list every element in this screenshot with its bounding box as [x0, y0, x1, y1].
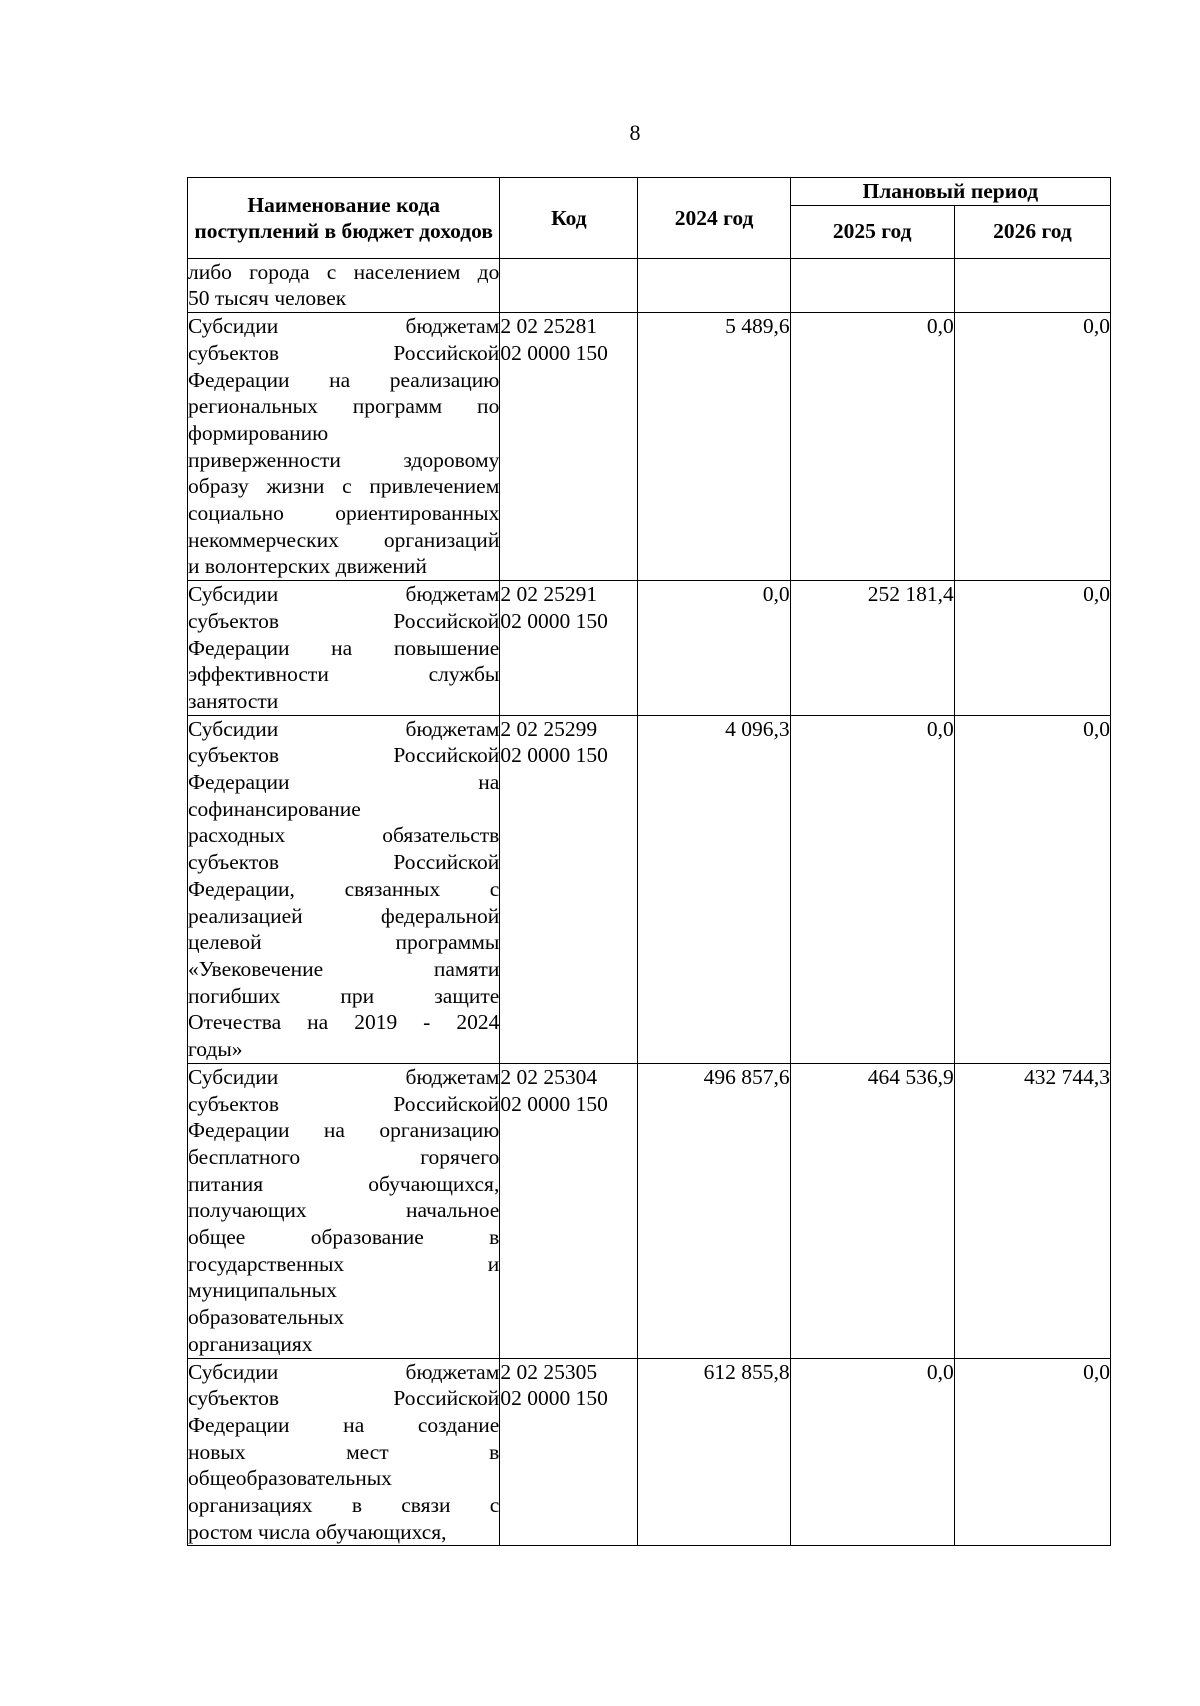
- budget-revenue-table: [187, 177, 1111, 1546]
- revenue-code-line: 2 02 25299: [500, 716, 598, 741]
- amount-2026-cell: 432 744,3: [954, 1063, 1110, 1358]
- revenue-name-line: либо города с населением до: [188, 259, 500, 284]
- revenue-name-cell: [188, 581, 500, 716]
- header-planned-period: Плановый период: [790, 178, 1110, 206]
- revenue-name-line: 50 тысяч человек: [188, 286, 347, 311]
- amount-2024-cell: 4 096,3: [638, 715, 790, 1063]
- table-row: [188, 715, 1111, 1063]
- amount-2026-cell: 0,0: [954, 715, 1110, 1063]
- revenue-name-line: образовательных: [188, 1305, 345, 1330]
- revenue-code-line: 02 0000 150: [500, 608, 608, 633]
- revenue-name-line: субъектов Российской: [188, 743, 500, 768]
- revenue-name-line: софинансирование: [188, 796, 361, 821]
- amount-2025-cell: [790, 258, 954, 312]
- revenue-name-line: субъектов Российской: [188, 1386, 500, 1411]
- revenue-name-line: новых мест в: [188, 1439, 500, 1464]
- revenue-name-line: Субсидии бюджетам: [188, 314, 500, 339]
- revenue-name-line: Субсидии бюджетам: [188, 1359, 500, 1384]
- amount-2024-cell: 612 855,8: [638, 1358, 790, 1546]
- header-code: Код: [500, 178, 638, 259]
- revenue-name-cell: [188, 258, 500, 312]
- revenue-name-line: субъектов Российской: [188, 850, 500, 875]
- revenue-code-line: 02 0000 150: [500, 1091, 608, 1116]
- revenue-name-line: организациях в связи с: [188, 1493, 500, 1518]
- revenue-name-line: бесплатного горячего: [188, 1144, 500, 1169]
- header-year-2024: 2024 год: [638, 178, 790, 259]
- revenue-name-line: ростом числа обучающихся,: [188, 1519, 447, 1544]
- revenue-name-line: и волонтерских движений: [188, 554, 427, 579]
- revenue-name-line: эффективности службы: [188, 662, 500, 687]
- amount-2026-cell: 0,0: [954, 1358, 1110, 1546]
- revenue-code-line: 02 0000 150: [500, 340, 608, 365]
- revenue-code-line: 2 02 25304: [500, 1064, 598, 1089]
- revenue-name-cell: [188, 1063, 500, 1358]
- revenue-code-cell: [500, 313, 638, 581]
- table-row: [188, 1358, 1111, 1546]
- amount-2025-cell: 0,0: [790, 313, 954, 581]
- table-row: [188, 1063, 1111, 1358]
- revenue-name-line: государственных и: [188, 1251, 500, 1276]
- amount-2026-cell: [954, 258, 1110, 312]
- table-body: [188, 258, 1111, 1546]
- amount-2024-cell: 496 857,6: [638, 1063, 790, 1358]
- revenue-name-line: некоммерческих организаций: [188, 527, 500, 552]
- revenue-name-line: Федерации на реализацию: [188, 367, 500, 392]
- revenue-name-line: общее образование в: [188, 1225, 500, 1250]
- revenue-code-line: 02 0000 150: [500, 743, 608, 768]
- amount-2024-cell: 5 489,6: [638, 313, 790, 581]
- revenue-name-line: Федерации на организацию: [188, 1118, 500, 1143]
- revenue-code-cell: [500, 1063, 638, 1358]
- header-name: Наименование кода поступлений в бюджет доходов: [188, 178, 500, 259]
- table-row: [188, 581, 1111, 716]
- revenue-name-line: получающих начальное: [188, 1198, 500, 1223]
- amount-2025-cell: 0,0: [790, 715, 954, 1063]
- revenue-name-line: целевой программы: [188, 930, 500, 955]
- revenue-code-line: 2 02 25305: [500, 1359, 598, 1384]
- revenue-name-line: субъектов Российской: [188, 340, 500, 365]
- revenue-name-cell: [188, 1358, 500, 1546]
- revenue-name-line: Федерации на повышение: [188, 635, 500, 660]
- revenue-name-line: Субсидии бюджетам: [188, 1064, 500, 1089]
- revenue-name-line: образу жизни с привлечением: [188, 474, 500, 499]
- revenue-name-line: Субсидии бюджетам: [188, 582, 500, 607]
- revenue-name-line: социально ориентированных: [188, 501, 500, 526]
- revenue-code-cell: [500, 715, 638, 1063]
- revenue-name-line: погибших при защите: [188, 983, 500, 1008]
- revenue-name-line: Федерации на создание: [188, 1412, 500, 1437]
- amount-2024-cell: [638, 258, 790, 312]
- revenue-name-line: общеобразовательных: [188, 1466, 392, 1491]
- table-row: [188, 258, 1111, 312]
- amount-2024-cell: 0,0: [638, 581, 790, 716]
- revenue-name-line: региональных программ по: [188, 394, 500, 419]
- amount-2025-cell: 252 181,4: [790, 581, 954, 716]
- revenue-name-line: Субсидии бюджетам: [188, 716, 500, 741]
- revenue-name-line: занятости: [188, 688, 279, 713]
- revenue-name-line: Федерации на: [188, 770, 500, 795]
- revenue-name-line: расходных обязательств: [188, 823, 500, 848]
- revenue-code-cell: [500, 581, 638, 716]
- revenue-name-line: годы»: [188, 1037, 243, 1062]
- revenue-name-line: субъектов Российской: [188, 1091, 500, 1116]
- page-number: 8: [629, 120, 641, 145]
- revenue-name-line: формированию: [188, 420, 329, 445]
- amount-2026-cell: 0,0: [954, 313, 1110, 581]
- revenue-name-line: питания обучающихся,: [188, 1171, 500, 1196]
- revenue-code-line: 02 0000 150: [500, 1386, 608, 1411]
- revenue-code-cell: [500, 258, 638, 312]
- amount-2026-cell: 0,0: [954, 581, 1110, 716]
- revenue-code-line: 2 02 25291: [500, 582, 598, 607]
- revenue-name-line: организациях: [188, 1331, 313, 1356]
- table-row: [188, 313, 1111, 581]
- revenue-name-line: Отечества на 2019 - 2024: [188, 1010, 500, 1035]
- revenue-name-cell: [188, 313, 500, 581]
- amount-2025-cell: 464 536,9: [790, 1063, 954, 1358]
- revenue-name-cell: [188, 715, 500, 1063]
- header-year-2025: 2025 год: [790, 205, 954, 258]
- revenue-name-line: реализацией федеральной: [188, 903, 500, 928]
- revenue-name-line: Федерации, связанных с: [188, 876, 500, 901]
- revenue-code-cell: [500, 1358, 638, 1546]
- revenue-name-line: «Увековечение памяти: [188, 956, 500, 981]
- revenue-name-line: субъектов Российской: [188, 608, 500, 633]
- header-year-2026: 2026 год: [954, 205, 1110, 258]
- revenue-name-line: муниципальных: [188, 1278, 337, 1303]
- amount-2025-cell: 0,0: [790, 1358, 954, 1546]
- revenue-name-line: приверженности здоровому: [188, 447, 500, 472]
- revenue-code-line: 2 02 25281: [500, 314, 598, 339]
